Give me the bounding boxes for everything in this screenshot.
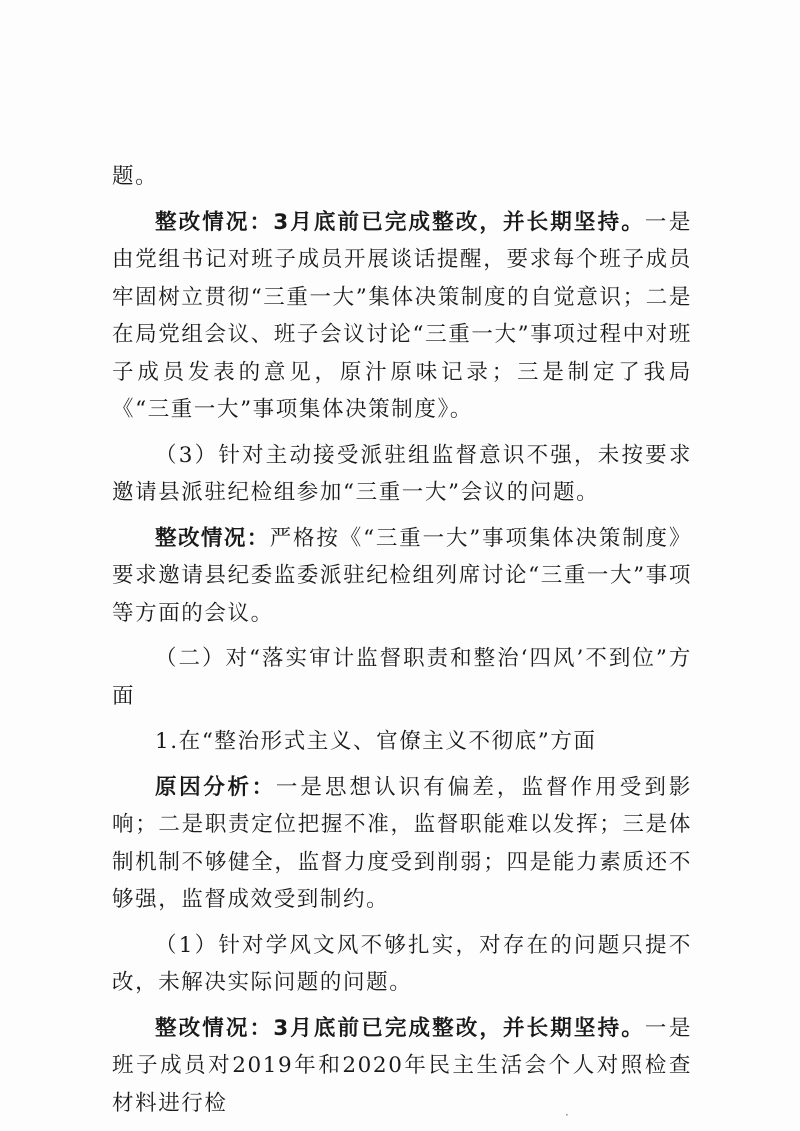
paragraph-text: 一是班子成员对2019年和2020年民主生活会个人对照检查材料进行检 [112, 1015, 692, 1116]
section-heading-2 [112, 640, 692, 715]
document-body [112, 158, 692, 1122]
paragraph-text: 题。 [112, 164, 159, 189]
paragraph-rectification-3 [112, 1010, 692, 1123]
subsection-heading-1 [112, 723, 692, 761]
scan-speck: · [565, 1108, 569, 1122]
paragraph-text: （二）对“落实审计监督职责和整治‘四风’不到位”方面 [112, 646, 692, 709]
paragraph-text: （1）针对学风文风不够扎实，对存在的问题只提不改，未解决实际问题的问题。 [112, 932, 692, 995]
paragraph-text: 1.在“整治形式主义、官僚主义不彻底”方面 [155, 729, 597, 754]
paragraph-text: 一是思想认识有偏差，监督作用受到影响；二是职责定位把握不准，监督职能难以发挥；三是体制机制不够健全，监督力度受到削弱；四是能力素质还不够强，监督成效受到制约。 [112, 774, 692, 912]
paragraph-issue-3 [112, 437, 692, 512]
paragraph-cause-analysis [112, 769, 692, 919]
paragraph-lead: 整改情况：3月底前已完成整改，并长期坚持。 [155, 209, 645, 235]
paragraph-issue-1 [112, 927, 692, 1002]
paragraph-lead: 整改情况： [155, 525, 270, 551]
paragraph-text: （3）针对主动接受派驻组监督意识不强，未按要求邀请县派驻纪检组参加“三重一大”会议的问题。 [112, 442, 692, 505]
paragraph-lead: 整改情况：3月底前已完成整改，并长期坚持。 [155, 1015, 645, 1041]
paragraph-rectification-2 [112, 520, 692, 633]
paragraph-lead: 原因分析： [155, 774, 276, 800]
paragraph-text: 严格按《“三重一大”事项集体决策制度》要求邀请县纪委监委派驻纪检组列席讨论“三重一大”事项等方面的会议。 [112, 525, 692, 626]
paragraph-continuation [112, 158, 692, 196]
paragraph-rectification-1 [112, 204, 692, 429]
paragraph-text: 一是由党组书记对班子成员开展谈话提醒，要求每个班子成员牢固树立贯彻“三重一大”集体决策制度的自觉意识；二是在局党组会议、班子会议讨论“三重一大”事项过程中对班子成员发表的意见，原汁原味记录；三是制定了我局《“三重一大”事项集体决策制度》。 [112, 209, 692, 422]
